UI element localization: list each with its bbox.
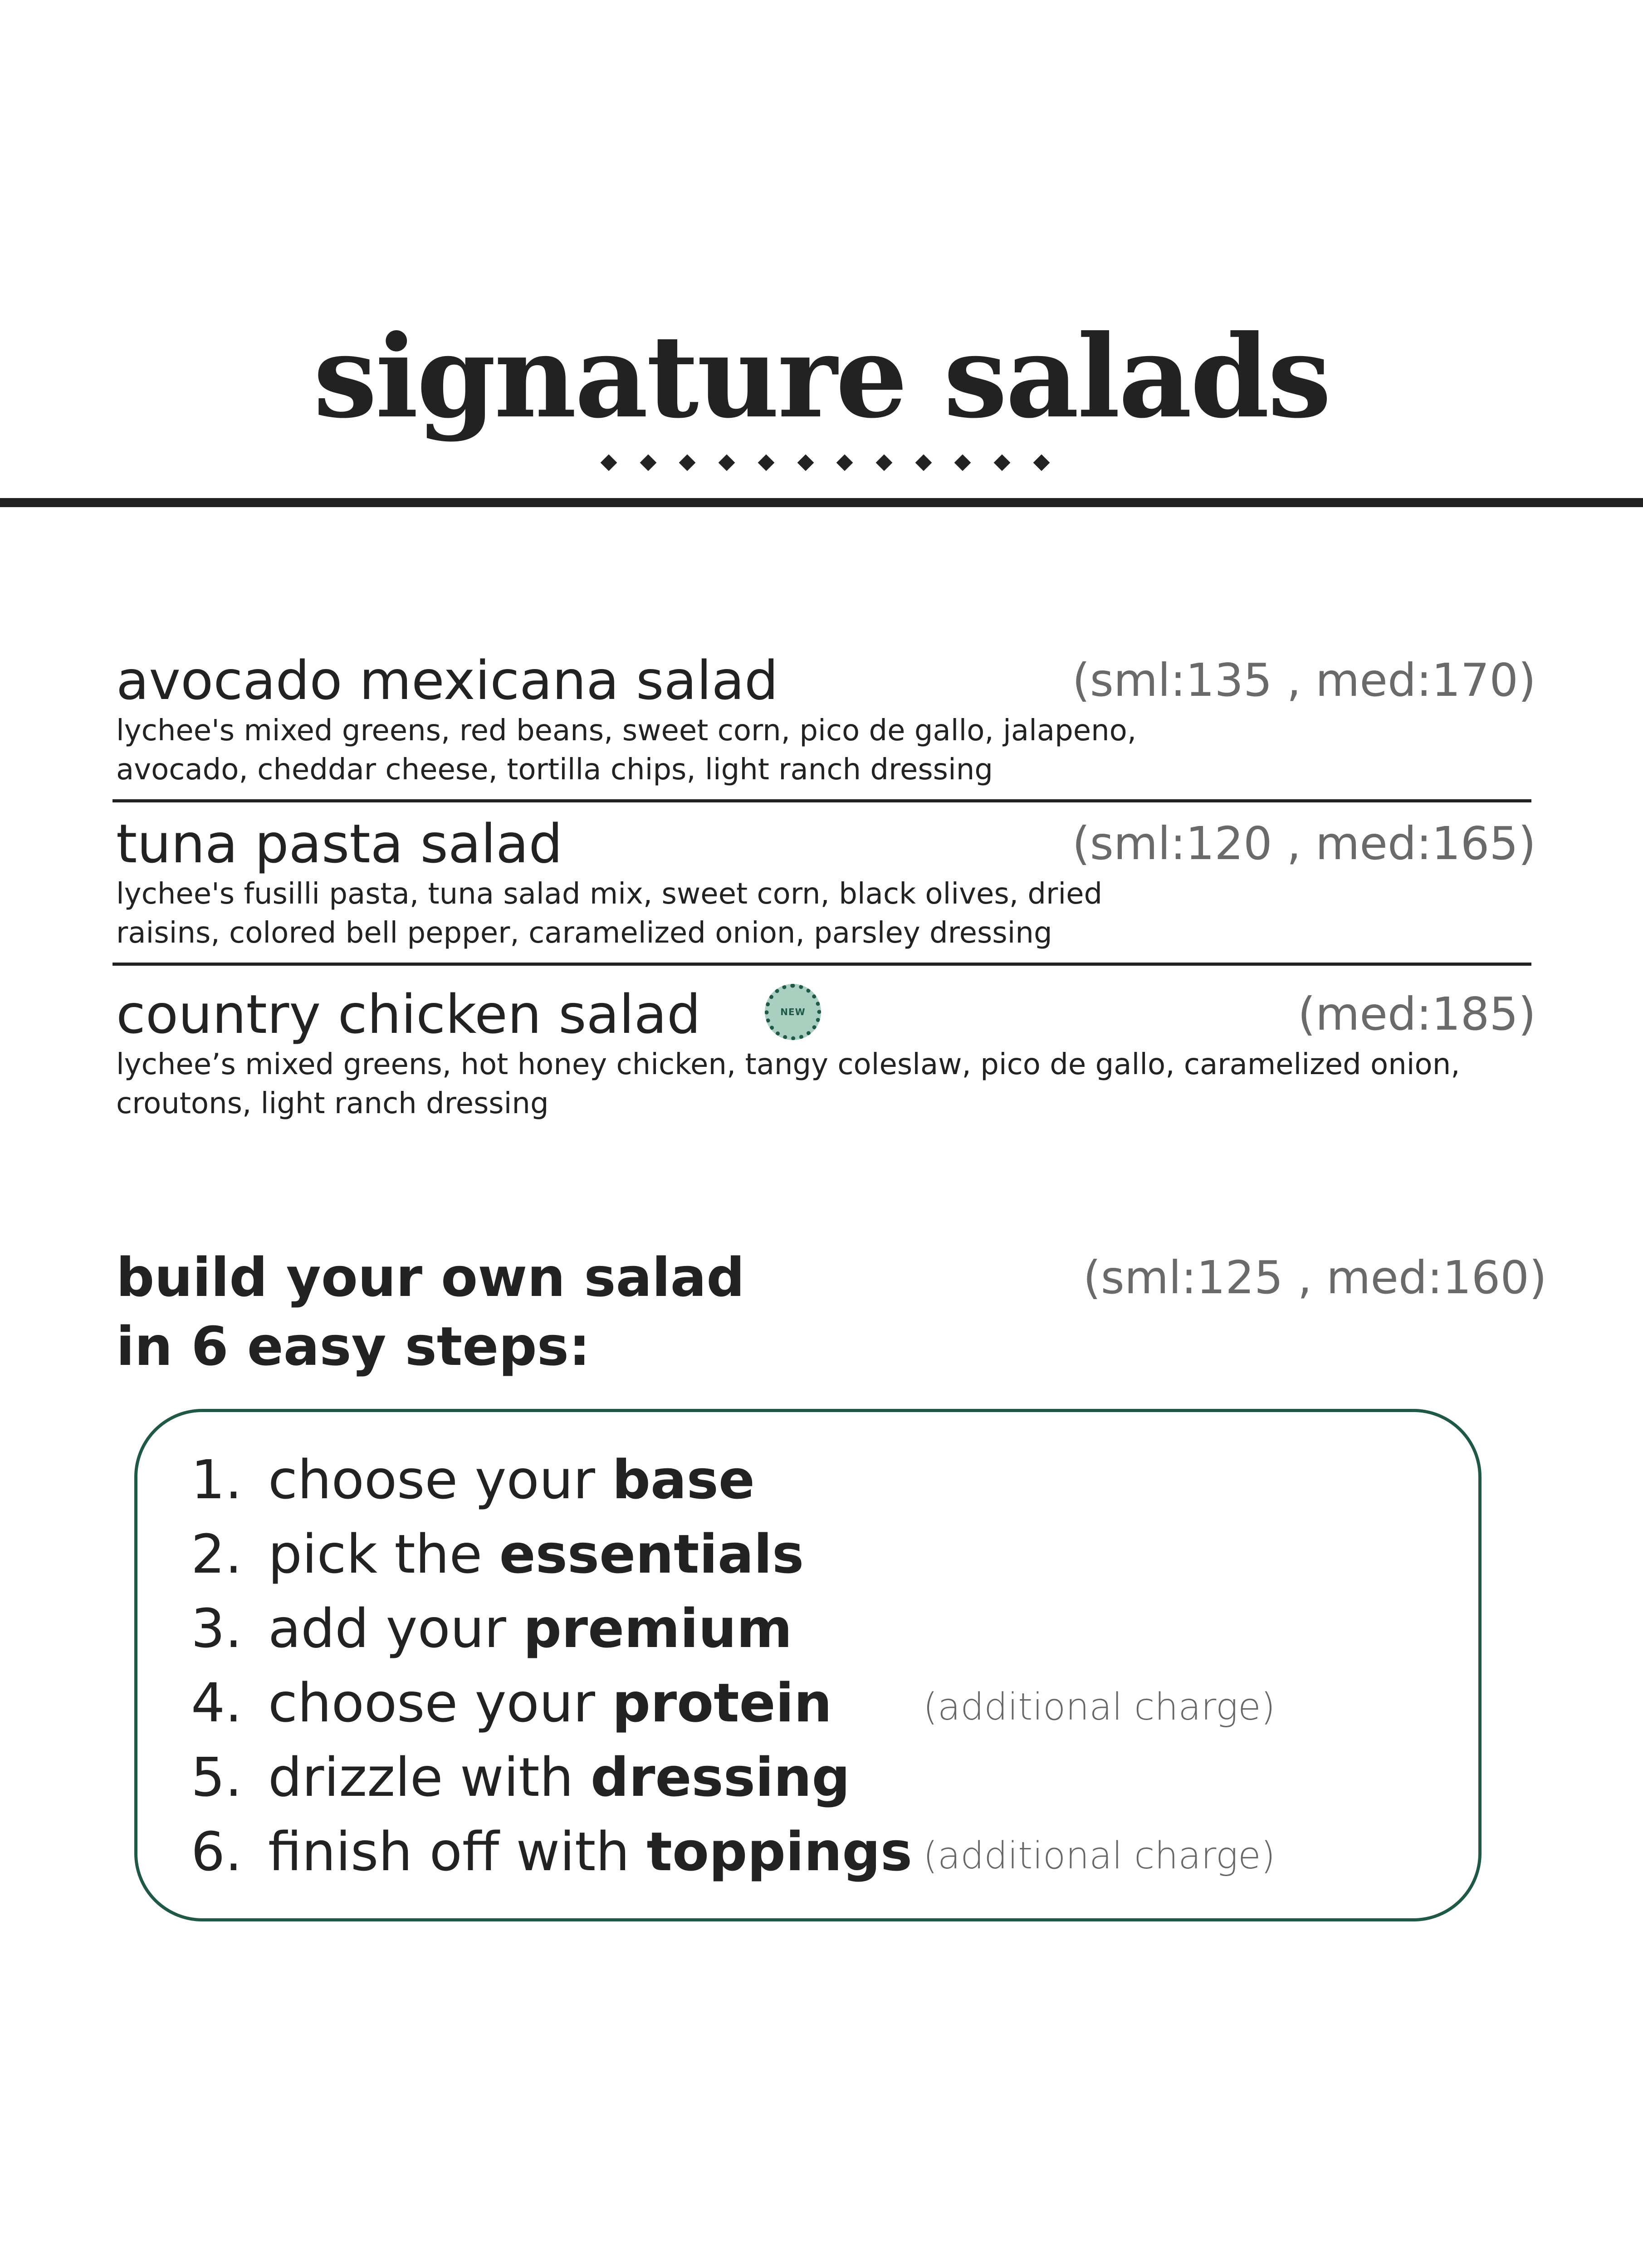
item-description-line: lychee’s mixed greens, hot honey chicken, tangy coleslaw, pico de gallo, caramelized onion, (116, 1048, 1460, 1081)
diamond-ornament (640, 455, 656, 471)
step-item (191, 1594, 792, 1662)
menu-item-country-chicken (116, 982, 1536, 1128)
step-number: 2. (191, 1523, 242, 1585)
diamond-ornament (994, 455, 1011, 471)
item-name: country chicken salad (116, 983, 701, 1046)
page-title: signature salads (313, 310, 1330, 443)
diamond-ornament (797, 455, 814, 471)
step-text: choose your (268, 1672, 612, 1734)
step-keyword: toppings (646, 1820, 913, 1883)
step-keyword: premium (523, 1597, 792, 1660)
step-item (191, 1743, 850, 1811)
step-item (191, 1520, 804, 1588)
item-description-line: croutons, light ranch dressing (116, 1087, 549, 1120)
new-badge-label: NEW (780, 1007, 806, 1017)
item-price: (med:185) (1298, 987, 1536, 1041)
diamond-ornament (679, 455, 696, 471)
item-name: tuna pasta salad (116, 812, 563, 875)
diamond-ornament (719, 455, 735, 471)
item-name: avocado mexicana salad (116, 649, 778, 712)
diamond-ornament (601, 455, 617, 471)
build-title-line: in 6 easy steps: (116, 1315, 591, 1378)
step-keyword: essentials (499, 1523, 804, 1585)
diamond-ornament (758, 455, 774, 471)
step-text: pick the (268, 1523, 499, 1585)
item-divider (112, 799, 1531, 802)
step-number: 6. (191, 1820, 242, 1883)
step-number: 5. (191, 1746, 242, 1809)
build-title-line: build your own salad (116, 1246, 745, 1309)
diamond-divider (603, 449, 1047, 476)
step-text: add your (268, 1597, 523, 1660)
step-keyword: base (612, 1448, 755, 1511)
diamond-ornament (1033, 455, 1050, 471)
step-text: drizzle with (268, 1746, 591, 1809)
step-item (191, 1669, 832, 1737)
step-note: (additional charge) (923, 1834, 1276, 1877)
step-text: finish off with (268, 1820, 647, 1883)
item-description (116, 711, 1136, 789)
step-number: 4. (191, 1672, 242, 1734)
step-item (191, 1818, 912, 1886)
item-description (116, 1045, 1460, 1123)
item-description (116, 875, 1102, 953)
new-badge (765, 984, 821, 1040)
build-price: (sml:125 , med:160) (1083, 1251, 1547, 1304)
build-section-title (116, 1243, 745, 1381)
diamond-ornament (836, 455, 853, 471)
step-note: (additional charge) (923, 1686, 1276, 1729)
item-description-line: avocado, cheddar cheese, tortilla chips, light ranch dressing (116, 753, 993, 787)
header-divider (0, 498, 1643, 507)
diamond-ornament (954, 455, 971, 471)
diamond-ornament (915, 455, 932, 471)
step-keyword: protein (612, 1672, 832, 1734)
item-description-line: lychee's mixed greens, red beans, sweet corn, pico de gallo, jalapeno, (116, 714, 1137, 748)
item-price: (sml:120 , med:165) (1072, 817, 1536, 870)
steps-box (134, 1409, 1482, 1921)
step-keyword: dressing (590, 1746, 850, 1809)
step-text: choose your (268, 1448, 612, 1511)
item-description-line: lychee's fusilli pasta, tuna salad mix, sweet corn, black olives, dried (116, 877, 1103, 911)
item-divider (112, 963, 1531, 966)
menu-item-tuna-pasta (116, 812, 1536, 957)
step-item (191, 1446, 755, 1514)
step-number: 3. (191, 1597, 242, 1660)
step-number: 1. (191, 1448, 242, 1511)
item-price: (sml:135 , med:170) (1072, 654, 1536, 707)
menu-item-avocado-mexicana (116, 649, 1536, 794)
item-description-line: raisins, colored bell pepper, caramelized onion, parsley dressing (116, 916, 1052, 950)
diamond-ornament (876, 455, 893, 471)
